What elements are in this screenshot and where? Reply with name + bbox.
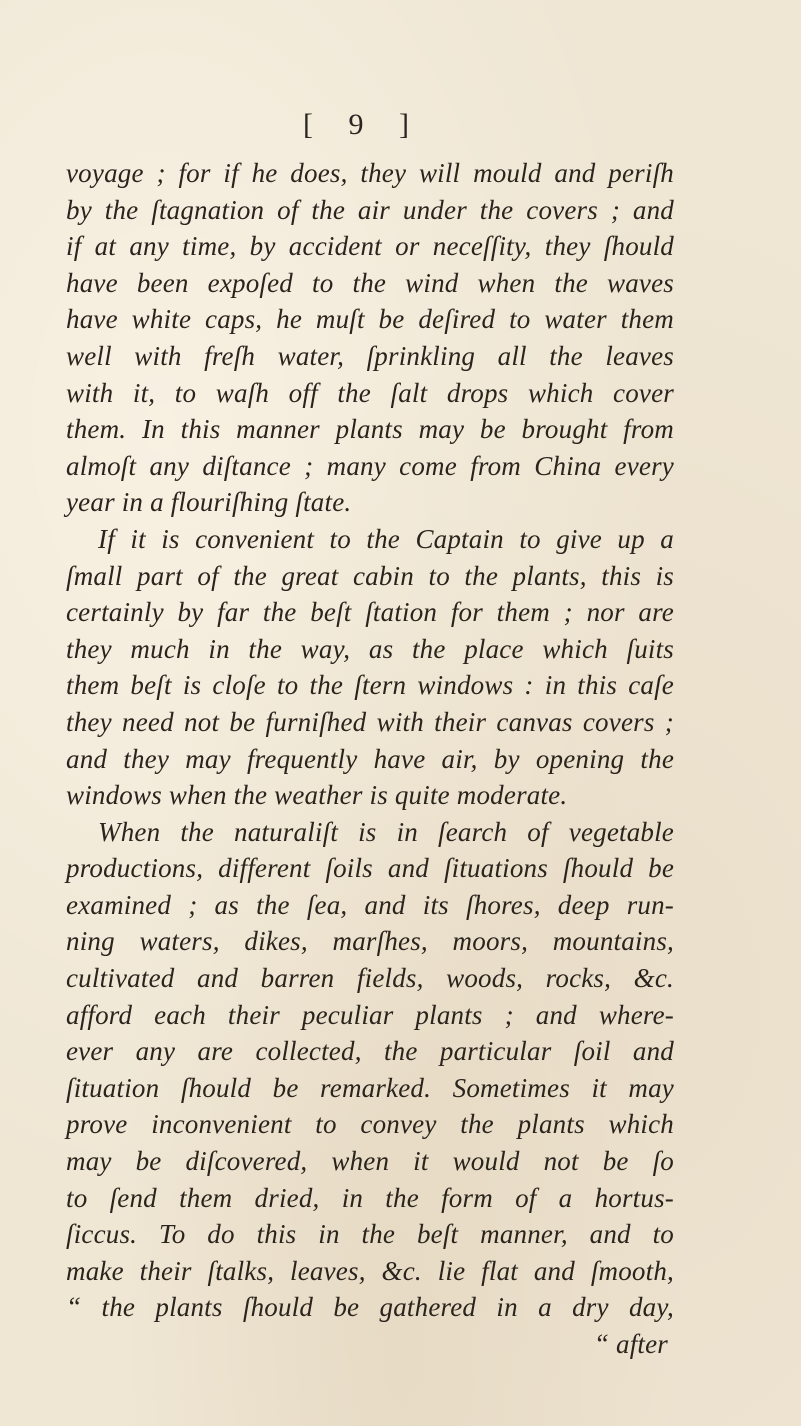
- text-line: cultivated and barren fields, woods, rocks, &c.: [66, 963, 674, 994]
- text-line: “ the plants ſhould be gathered in a dry day,: [66, 1292, 674, 1323]
- body-text: [66, 155, 674, 1363]
- paragraph-start-line: When the naturaliſt is in ſearch of vegetable: [98, 816, 674, 847]
- text-line: productions, different ſoils and ſituations ſhould be: [66, 853, 674, 884]
- text-line: have white caps, he muſt be deſired to water them: [66, 304, 674, 335]
- text-line: make their ſtalks, leaves, &c. lie flat and ſmooth,: [66, 1255, 674, 1286]
- text-line: them beſt is cloſe to the ſtern windows : in this caſe: [66, 670, 674, 701]
- text-line: and they may frequently have air, by opening the: [66, 743, 674, 774]
- text-line: ning waters, dikes, marſhes, moors, mountains,: [66, 926, 674, 957]
- text-line: certainly by far the beſt ſtation for them ; nor are: [66, 597, 674, 628]
- text-line: ſiccus. To do this in the beſt manner, and to: [66, 1219, 674, 1250]
- text-line: they need not be furniſhed with their canvas covers ;: [66, 706, 674, 737]
- text-line: prove inconvenient to convey the plants which: [66, 1109, 674, 1140]
- text-line: have been expoſed to the wind when the waves: [66, 267, 674, 298]
- text-line: ſmall part of the great cabin to the plants, this is: [66, 560, 674, 591]
- text-line: by the ſtagnation of the air under the covers ; and: [66, 194, 674, 225]
- text-line: almoſt any diſtance ; many come from China every: [66, 450, 674, 481]
- text-line: if at any time, by accident or neceſſity, they ſhould: [66, 231, 674, 262]
- text-line: with it, to waſh off the ſalt drops which cover: [66, 377, 674, 408]
- paragraph-end-line: year in a flouriſhing ſtate.: [66, 487, 352, 518]
- page-number: [ 9 ]: [303, 108, 423, 141]
- text-line: ever any are collected, the particular ſoil and: [66, 1036, 674, 1067]
- text-line: they much in the way, as the place which ſuits: [66, 633, 674, 664]
- text-line: may be diſcovered, when it would not be ſo: [66, 1146, 674, 1177]
- text-line: to ſend them dried, in the form of a hortus-: [66, 1182, 674, 1213]
- text-line: ſituation ſhould be remarked. Sometimes it may: [66, 1072, 674, 1103]
- text-line: afford each their peculiar plants ; and where-: [66, 999, 674, 1030]
- text-line: them. In this manner plants may be brought from: [66, 414, 674, 445]
- paragraph-start-line: If it is convenient to the Captain to give up a: [98, 523, 674, 554]
- catchword: “ after: [593, 1329, 668, 1359]
- text-line: examined ; as the ſea, and its ſhores, deep run-: [66, 889, 674, 920]
- text-line: voyage ; for if he does, they will mould and periſh: [66, 158, 674, 188]
- text-line: well with freſh water, ſprinkling all the leaves: [66, 340, 674, 371]
- paragraph-end-line: windows when the weather is quite moderate.: [66, 780, 568, 811]
- page-header: [0, 108, 801, 142]
